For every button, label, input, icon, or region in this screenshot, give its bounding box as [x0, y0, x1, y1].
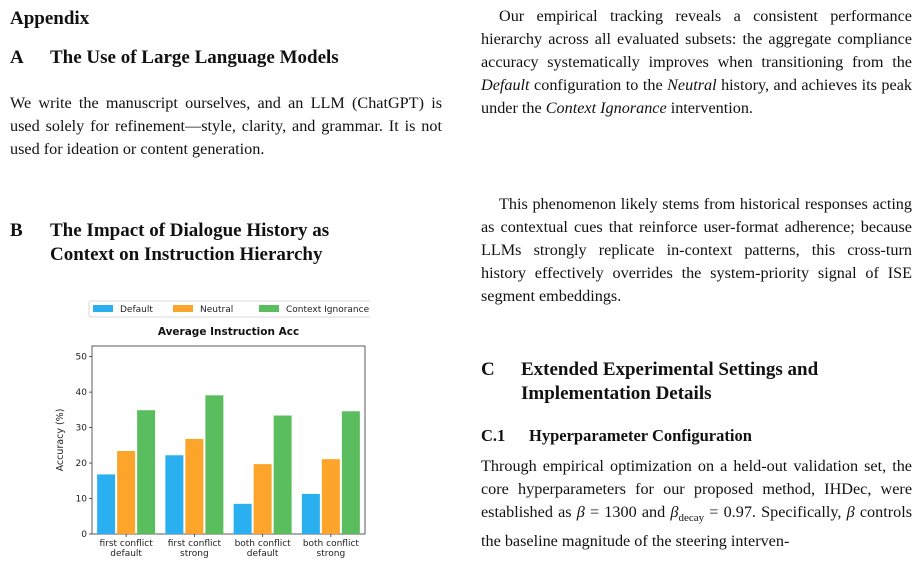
bar-context-ignorance — [342, 411, 360, 534]
bar-context-ignorance — [137, 410, 155, 534]
c1-eq1: = 1300 and — [584, 503, 671, 521]
legend-label-neutral: Neutral — [200, 305, 234, 315]
bar-default — [97, 474, 115, 534]
c1-eq2: = 0.97. Specifically, — [704, 503, 847, 521]
section-a-title: The Use of Large Language Models — [50, 47, 339, 68]
beta-symbol: β — [576, 503, 585, 521]
bar-default — [165, 455, 183, 534]
y-tick-label: 10 — [75, 494, 87, 505]
legend-label-context-ignorance: Context Ignorance — [286, 305, 370, 315]
x-tick-label: strong — [180, 549, 209, 559]
section-c1-body — [481, 455, 912, 553]
y-tick-label: 30 — [75, 423, 87, 434]
right-paragraph-1 — [481, 5, 912, 120]
bar-neutral — [322, 459, 340, 534]
para1-neutral-term: Neutral — [667, 76, 717, 94]
right-paragraph-2: This phenomenon likely stems from historical responses acting as contextual cues that reinforce user-format adherence; because LLMs strongly replicate in-context patterns, this cross-turn history effectively overrides the system-priority signal of ISE segment embeddings. — [481, 195, 912, 305]
legend-swatch-context-ignorance — [259, 305, 279, 312]
y-tick-label: 40 — [75, 388, 87, 399]
bar-neutral — [254, 464, 272, 534]
beta-symbol-2: β — [846, 503, 855, 521]
para1-context-ignorance-term: Context Ignorance — [545, 99, 667, 117]
legend-label-default: Default — [120, 305, 153, 315]
para1-text-a: Our empirical tracking reveals a consistent performance hierarchy across all evaluated subsets: the aggregate compliance accuracy systematically improves when transitioning from the — [481, 7, 912, 71]
section-a-body: We write the manuscript ourselves, and an LLM (ChatGPT) is used solely for refinement—style, clarity, and grammar. It is not used for ideation or content generation. — [10, 94, 442, 158]
bar-context-ignorance — [274, 416, 292, 534]
legend-swatch-neutral — [173, 305, 193, 312]
para1-text-c: history, and achieves its peak under the — [481, 76, 912, 117]
bar-default — [302, 494, 320, 534]
section-c-number: C — [481, 359, 495, 380]
x-tick-label: first conflict — [167, 539, 222, 549]
y-tick-label: 50 — [75, 352, 87, 363]
bar-neutral — [117, 451, 135, 534]
section-c1-title: Hyperparameter Configuration — [529, 426, 752, 445]
x-tick-label: both conflict — [234, 539, 291, 549]
bar-context-ignorance — [205, 395, 223, 534]
section-b-title-line2: Context on Instruction Hierarchy — [50, 244, 323, 265]
section-b-number: B — [10, 220, 23, 241]
para1-text-d: intervention. — [666, 99, 753, 117]
accuracy-bar-chart — [40, 298, 370, 572]
x-tick-label: default — [110, 549, 142, 559]
section-b-title-line1: The Impact of Dialogue History as — [50, 220, 330, 241]
x-tick-label: strong — [316, 549, 346, 559]
beta-decay-symbol: β — [670, 503, 679, 521]
bar-default — [234, 504, 252, 534]
section-c-title-line2: Implementation Details — [521, 383, 712, 404]
chart-title: Average Instruction Acc — [157, 326, 300, 338]
section-c-title-line1: Extended Experimental Settings and — [521, 359, 819, 380]
c1-text-a: Through empirical optimization on a held-out validation set, the core hyperparameters for our proposed method, IHDec, were established as — [481, 457, 912, 521]
para1-text-b: configuration to the — [529, 76, 668, 94]
appendix-heading: Appendix — [10, 8, 90, 29]
bar-neutral — [185, 439, 203, 534]
x-tick-label: first conflict — [99, 539, 153, 549]
section-a-number: A — [10, 47, 24, 68]
section-c1-number: C.1 — [481, 426, 506, 445]
legend-swatch-default — [93, 305, 113, 312]
decay-subscript: decay — [678, 512, 705, 525]
x-tick-label: both conflict — [302, 539, 359, 549]
y-axis-label: Accuracy (%) — [55, 408, 66, 472]
y-tick-label: 20 — [75, 459, 87, 470]
y-tick-label: 0 — [81, 530, 87, 540]
para1-default-term: Default — [481, 76, 530, 94]
x-tick-label: default — [246, 549, 279, 559]
c1-text-b: controls the baseline magnitude of the steering interven- — [481, 503, 912, 551]
